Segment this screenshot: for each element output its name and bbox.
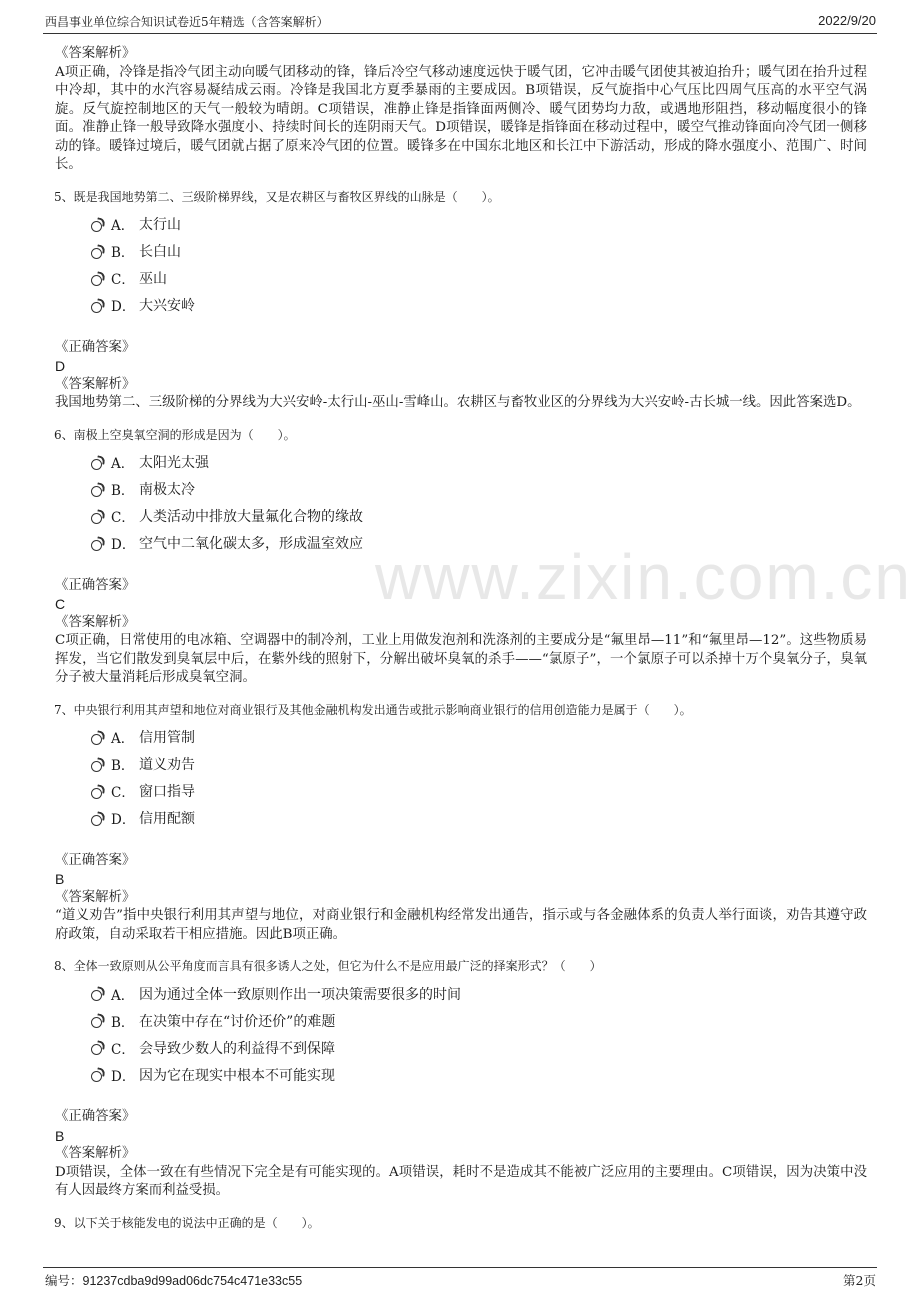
watermark: www.zixin.com.cn <box>375 541 912 613</box>
answer-section <box>55 339 867 413</box>
answer-section <box>55 852 867 945</box>
radio-icon[interactable] <box>91 486 102 497</box>
option-list <box>91 449 867 557</box>
radio-icon[interactable] <box>91 248 102 259</box>
analysis-text: 我国地势第二、三级阶梯的分界线为大兴安岭-太行山-巫山-雪峰山。农耕区与畜牧业区的分界线为大兴安岭-古长城一线。因此答案选D。 <box>55 395 861 410</box>
option-b[interactable]: B． 南极太冷 <box>91 476 867 503</box>
analysis-label: 《答案解析》 <box>55 376 136 392</box>
document-date: 2022/9/20 <box>818 13 876 28</box>
radio-icon[interactable] <box>91 302 102 313</box>
question-7 <box>55 702 867 945</box>
radio-icon[interactable] <box>91 990 102 1001</box>
radio-icon[interactable] <box>91 788 102 799</box>
radio-icon[interactable] <box>91 221 102 232</box>
option-d[interactable]: D． 信用配额 <box>91 805 867 832</box>
intro-analysis <box>55 45 867 175</box>
question-9-text: 9、以下关于核能发电的说法中正确的是（ ）。 <box>54 1215 320 1230</box>
question-text: 7、中央银行利用其声望和地位对商业银行及其他金融机构发出通告或批示影响商业银行的信用创造能力是属于（ ）。 <box>54 702 692 717</box>
correct-answer: B <box>55 1127 65 1144</box>
radio-icon[interactable] <box>91 275 102 286</box>
correct-answer-label: 《正确答案》 <box>55 1109 136 1124</box>
correct-answer-label: 《正确答案》 <box>55 852 136 868</box>
radio-icon[interactable] <box>91 734 102 745</box>
footer-divider <box>43 1267 877 1268</box>
radio-icon[interactable] <box>91 540 102 551</box>
document-title: 西昌事业单位综合知识试卷近5年精选（含答案解析） <box>45 15 329 29</box>
analysis-text: D项错误，全体一致在有些情况下完全是有可能实现的。A项错误，耗时不是造成其不能被广泛应用的主要理由。C项错误，因为决策中没有人因最终方案而利益受损。 <box>55 1164 867 1198</box>
option-a[interactable]: A． 太行山 <box>91 211 867 238</box>
analysis-label: 《答案解析》 <box>55 46 136 61</box>
radio-icon[interactable] <box>91 1017 102 1028</box>
analysis-label: 《答案解析》 <box>55 889 136 905</box>
radio-icon[interactable] <box>91 761 102 772</box>
correct-answer-label: 《正确答案》 <box>55 339 136 355</box>
option-b[interactable]: B． 道义劝告 <box>91 751 867 778</box>
option-list <box>91 211 867 319</box>
answer-section <box>55 577 867 688</box>
option-list <box>91 724 867 832</box>
document-code: 编号：91237cdba9d99ad06dc754c471e33c55 <box>45 1274 303 1288</box>
question-text: 5、既是我国地势第二、三级阶梯界线，又是农耕区与畜牧区界线的山脉是（ ）。 <box>54 189 500 204</box>
radio-icon[interactable] <box>91 459 102 470</box>
option-a[interactable]: A． 太阳光太强 <box>91 449 867 476</box>
question-6 <box>55 427 867 688</box>
option-d[interactable]: D． 大兴安岭 <box>91 292 867 319</box>
option-c[interactable]: C． 窗口指导 <box>91 778 867 805</box>
radio-icon[interactable] <box>91 1044 102 1055</box>
correct-answer: B <box>55 871 65 887</box>
question-8 <box>55 958 867 1201</box>
page-content <box>55 45 867 1231</box>
option-c[interactable]: C． 人类活动中排放大量氟化合物的缘故 <box>91 503 867 530</box>
option-c[interactable]: C． 巫山 <box>91 265 867 292</box>
option-d[interactable]: D． 因为它在现实中根本不可能实现 <box>91 1061 867 1088</box>
analysis-text: “道义劝告”指中央银行利用其声望与地位，对商业银行和金融机构经常发出通告，指示或与各金融体系的负责人举行面谈，劝告其遵守政府政策，自动采取若干相应措施。因此B项正确。 <box>55 908 867 942</box>
option-list <box>91 980 867 1088</box>
answer-section <box>55 1108 867 1201</box>
correct-answer-label: 《正确答案》 <box>55 577 136 593</box>
page-number: 第2页 <box>843 1273 876 1288</box>
correct-answer: D <box>55 358 66 374</box>
radio-icon[interactable] <box>91 1071 102 1082</box>
question-text: 8、全体一致原则从公平角度而言具有很多诱人之处，但它为什么不是应用最广泛的择案形式？（ ） <box>54 959 602 973</box>
option-a[interactable]: A． 信用管制 <box>91 724 867 751</box>
question-5 <box>55 189 867 413</box>
analysis-label: 《答案解析》 <box>55 1146 136 1161</box>
header-divider <box>43 33 877 34</box>
option-c[interactable]: C． 会导致少数人的利益得不到保障 <box>91 1034 867 1061</box>
correct-answer: C <box>55 596 66 612</box>
option-d[interactable]: D． 空气中二氧化碳太多，形成温室效应 <box>91 530 867 557</box>
option-b[interactable]: B． 长白山 <box>91 238 867 265</box>
analysis-text: A项正确，冷锋是指冷气团主动向暖气团移动的锋，锋后冷空气移动速度远快于暖气团，它冲击暖气团使其被迫抬升；暖气团在抬升过程中冷却，其中的水汽容易凝结成云雨。冷锋是我国北方夏季暴雨的主要成因。B项错误，反气旋指中心气压比四周气压高的水平空气涡旋。反气旋控制地区的天气一般较为晴朗。C项错误，准静止锋是指锋面两侧冷、暖气团势均力敌，或遇地形阻挡，移动幅度很小的锋面。准静止锋一般导致降水强度小、持续时间长的连阴雨天气。D项错误，暖锋是指锋面在移动过程中，暖空气推动锋面向冷气团一侧移动的锋。暖锋过境后，暖气团就占据了原来冷气团的位置。暖锋多在中国东北地区和长江中下游活动，形成的降水强度小、范围广、时间长。 <box>55 64 867 172</box>
question-text: 6、南极上空臭氧空洞的形成是因为（ ）。 <box>54 427 296 442</box>
option-a[interactable]: A． 因为通过全体一致原则作出一项决策需要很多的时间 <box>91 980 867 1007</box>
radio-icon[interactable] <box>91 513 102 524</box>
option-b[interactable]: B． 在决策中存在“讨价还价”的难题 <box>91 1007 867 1034</box>
radio-icon[interactable] <box>91 815 102 826</box>
analysis-label: 《答案解析》 <box>55 614 136 630</box>
analysis-text: C项正确，日常使用的电冰箱、空调器中的制冷剂，工业上用做发泡剂和洗涤剂的主要成分是“氟里昂—11”和“氟里昂—12”。这些物质易挥发，当它们散发到臭氧层中后，在紫外线的照射下，分解出破坏臭氧的杀手——“氯原子”，一个氯原子可以杀掉十万个臭氧分子，臭氧分子被大量消耗后形成臭氧空洞。 <box>55 633 867 685</box>
